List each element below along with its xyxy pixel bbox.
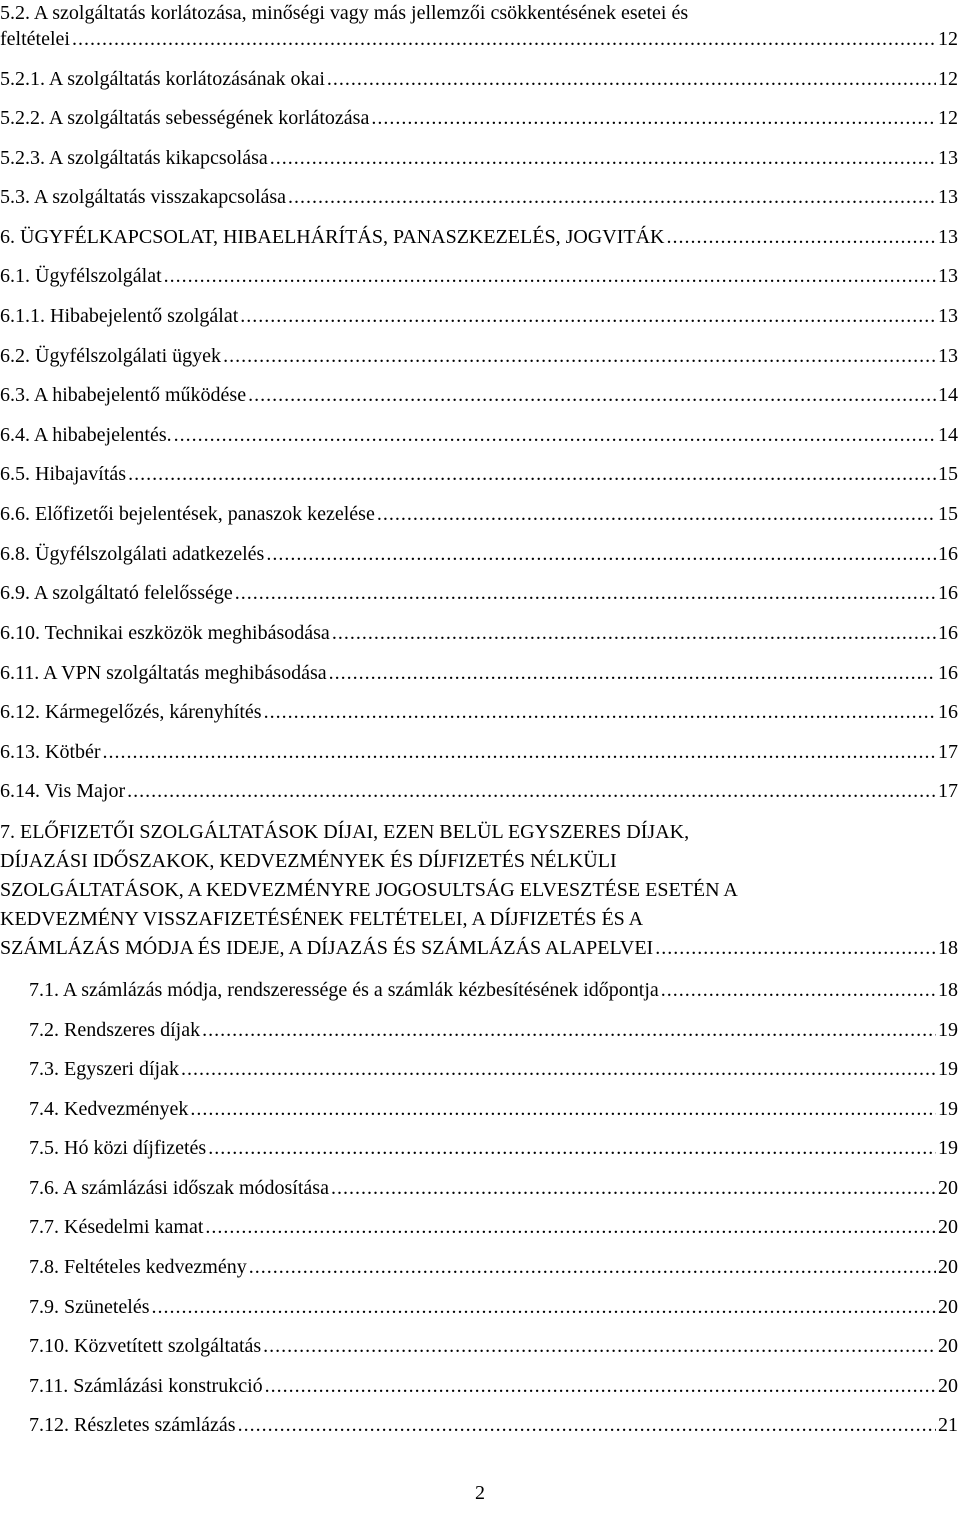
toc-page-number: 19 <box>938 1098 958 1120</box>
toc-entry-text: 7.9. Szünetelés <box>29 1296 150 1318</box>
toc-entry-text: 6.14. Vis Major <box>0 780 126 802</box>
toc-entry[interactable] <box>0 145 960 171</box>
toc-entry-text: 6.1.1. Hibabejelentő szolgálat <box>0 305 239 327</box>
dot-leader <box>264 699 936 725</box>
toc-entry-text: 6. ÜGYFÉLKAPCSOLAT, HIBAELHÁRÍTÁS, PANASZKEZELÉS, JOGVITÁK <box>0 226 665 248</box>
toc-entry[interactable] <box>0 1175 960 1201</box>
toc-entry-text: 5.2. A szolgáltatás korlátozása, minőségi vagy más jellemzői csökkentésének esetei és <box>0 2 689 24</box>
toc-entry[interactable] <box>0 1135 960 1161</box>
toc-page-number: 19 <box>938 1058 958 1080</box>
toc-entry-text: 7.5. Hó közi díjfizetés <box>29 1137 207 1159</box>
toc-page-number: 17 <box>938 741 958 763</box>
toc-entry-text: 6.12. Kármegelőzés, kárenyhítés <box>0 701 262 723</box>
toc-entry[interactable] <box>0 1056 960 1082</box>
toc-entry[interactable] <box>0 184 960 210</box>
toc-entry-text: 7.10. Közvetített szolgáltatás <box>29 1335 262 1357</box>
toc-entry[interactable] <box>0 303 960 329</box>
toc-page-number: 20 <box>938 1375 958 1397</box>
toc-page-number: 13 <box>938 186 958 208</box>
toc-entry-text: 7.3. Egyszeri díjak <box>29 1058 179 1080</box>
toc-entry-text: 6.3. A hibabejelentő működése <box>0 384 247 406</box>
toc-entry[interactable] <box>0 1333 960 1359</box>
toc-entry-text: SZÁMLÁZÁS MÓDJA ÉS IDEJE, A DÍJAZÁS ÉS SZÁMLÁZÁS ALAPELVEI <box>0 937 654 959</box>
toc-entry-text: 6.1. Ügyfélszolgálat <box>0 265 162 287</box>
toc-entry-text: 7.12. Részletes számlázás <box>29 1414 236 1436</box>
toc-page-number: 16 <box>938 622 958 644</box>
toc-entry[interactable] <box>0 541 960 567</box>
toc-page-number: 21 <box>938 1414 958 1436</box>
toc-page-number: 15 <box>938 463 958 485</box>
dot-leader <box>238 1412 936 1438</box>
toc-entry-text: KEDVEZMÉNY VISSZAFIZETÉSÉNEK FELTÉTELEI, A DÍJFIZETÉS ÉS A <box>0 908 644 930</box>
toc-page-number: 13 <box>938 305 958 327</box>
toc-entry-7[interactable] <box>0 818 960 963</box>
toc-entry-text: 5.2.3. A szolgáltatás kikapcsolása <box>0 147 268 169</box>
toc-entry[interactable] <box>0 660 960 686</box>
dot-leader <box>240 303 936 329</box>
dot-leader <box>332 620 936 646</box>
toc-page-number: 12 <box>938 28 958 50</box>
toc-entry-text: 5.2.2. A szolgáltatás sebességének korlátozása <box>0 107 370 129</box>
dot-leader <box>205 1214 936 1240</box>
dot-leader <box>263 1333 936 1359</box>
dot-leader <box>265 1373 936 1399</box>
toc-page-number: 15 <box>938 503 958 525</box>
dot-leader <box>103 739 936 765</box>
dot-leader <box>72 26 936 52</box>
dot-leader <box>127 778 936 804</box>
toc-entry[interactable] <box>0 501 960 527</box>
toc-entry-text: 7.7. Késedelmi kamat <box>29 1216 204 1238</box>
dot-leader <box>327 66 936 92</box>
toc-entry[interactable] <box>0 422 960 448</box>
toc-page-number: 16 <box>938 543 958 565</box>
toc-entry-5-2-1[interactable] <box>0 66 960 92</box>
toc-entry-text: DÍJAZÁSI IDŐSZAKOK, KEDVEZMÉNYEK ÉS DÍJFIZETÉS NÉLKÜLI <box>0 850 617 872</box>
toc-page-number: 20 <box>938 1177 958 1199</box>
toc-entry[interactable] <box>0 778 960 804</box>
toc-entry-text: 6.8. Ügyfélszolgálati adatkezelés <box>0 543 265 565</box>
toc-entry[interactable] <box>0 1294 960 1320</box>
toc-page-number: 18 <box>938 937 958 959</box>
toc-page-number: 17 <box>938 780 958 802</box>
toc-page-number: 20 <box>938 1335 958 1357</box>
toc-entry[interactable] <box>0 1373 960 1399</box>
toc-entry-5-2[interactable] <box>0 0 960 52</box>
toc-entry-text: 6.11. A VPN szolgáltatás meghibásodása <box>0 662 327 684</box>
toc-entry-text: 6.2. Ügyfélszolgálati ügyek <box>0 345 222 367</box>
dot-leader <box>331 1175 936 1201</box>
toc-entry-text: 6.13. Kötbér <box>0 741 101 763</box>
toc-entry-text: SZOLGÁLTATÁSOK, A KEDVEZMÉNYRE JOGOSULTSÁG ELVESZTÉSE ESETÉN A <box>0 879 738 901</box>
toc-page-number: 18 <box>938 979 958 1001</box>
dot-leader <box>661 977 936 1003</box>
toc-page-number: 16 <box>938 701 958 723</box>
toc-entry-text: feltételei <box>0 28 70 50</box>
toc-entry[interactable] <box>0 461 960 487</box>
toc-entry-text: 6.9. A szolgáltató felelőssége <box>0 582 233 604</box>
toc-page-number: 14 <box>938 384 958 406</box>
toc-entry[interactable] <box>0 105 960 131</box>
toc-page-number: 16 <box>938 582 958 604</box>
dot-leader <box>248 382 936 408</box>
toc-entry[interactable] <box>0 977 960 1003</box>
toc-entry[interactable] <box>0 699 960 725</box>
toc-entry[interactable] <box>0 1017 960 1043</box>
toc-entry-text: 6.6. Előfizetői bejelentések, panaszok kezelése <box>0 503 375 525</box>
toc-entry[interactable] <box>0 1096 960 1122</box>
dot-leader <box>174 422 936 448</box>
dot-leader <box>223 343 936 369</box>
dot-leader <box>208 1135 936 1161</box>
toc-entry[interactable] <box>0 739 960 765</box>
toc-entry[interactable] <box>0 620 960 646</box>
dot-leader <box>266 541 936 567</box>
toc-page-number: 19 <box>938 1137 958 1159</box>
toc-entry-text: 6.5. Hibajavítás <box>0 463 127 485</box>
page-number: 2 <box>475 1482 485 1504</box>
dot-leader <box>288 184 936 210</box>
dot-leader <box>235 580 936 606</box>
toc-entry-text: 7.4. Kedvezmények <box>29 1098 189 1120</box>
toc-entry-text: 7.1. A számlázás módja, rendszeressége és a számlák kézbesítésének időpontja <box>29 979 659 1001</box>
toc-entry[interactable] <box>0 1254 960 1280</box>
toc-page-number: 14 <box>938 424 958 446</box>
toc-entry-text: 5.2.1. A szolgáltatás korlátozásának okai <box>0 68 325 90</box>
dot-leader <box>249 1254 936 1280</box>
dot-leader <box>164 263 936 289</box>
toc-entry-text: 7.11. Számlázási konstrukció <box>29 1375 263 1397</box>
toc-page-number: 12 <box>938 107 958 129</box>
dot-leader <box>190 1096 936 1122</box>
toc-page-number: 16 <box>938 662 958 684</box>
toc-page-number: 20 <box>938 1296 958 1318</box>
dot-leader <box>371 105 936 131</box>
toc-entry-text: 7.6. A számlázási időszak módosítása <box>29 1177 329 1199</box>
toc-page-number: 13 <box>938 226 958 248</box>
toc-entry[interactable] <box>0 263 960 289</box>
toc-entry[interactable] <box>0 382 960 408</box>
dot-leader <box>270 145 936 171</box>
dot-leader <box>202 1017 936 1043</box>
toc-entry[interactable] <box>0 343 960 369</box>
toc-entry-text: 6.4. A hibabejelentés. <box>0 424 172 446</box>
toc-entry-text: 7. ELŐFIZETŐI SZOLGÁLTATÁSOK DÍJAI, EZEN BELÜL EGYSZERES DÍJAK, <box>0 821 690 843</box>
dot-leader <box>377 501 936 527</box>
toc-page-number: 13 <box>938 265 958 287</box>
toc-page-number: 20 <box>938 1216 958 1238</box>
dot-leader <box>329 660 936 686</box>
dot-leader <box>655 934 936 963</box>
toc-entry[interactable] <box>0 1214 960 1240</box>
dot-leader <box>128 461 936 487</box>
toc-entry-text: 5.3. A szolgáltatás visszakapcsolása <box>0 186 287 208</box>
dot-leader <box>666 224 936 250</box>
toc-page-number: 19 <box>938 1019 958 1041</box>
toc-page-number: 20 <box>938 1256 958 1278</box>
toc-entry-text: 6.10. Technikai eszközök meghibásodása <box>0 622 330 644</box>
toc-entry[interactable] <box>0 224 960 250</box>
toc-entry-text: 7.2. Rendszeres díjak <box>29 1019 201 1041</box>
toc-entry[interactable] <box>0 580 960 606</box>
toc-page-number: 13 <box>938 345 958 367</box>
dot-leader <box>152 1294 936 1320</box>
toc-entry-text: 7.8. Feltételes kedvezmény <box>29 1256 247 1278</box>
dot-leader <box>181 1056 936 1082</box>
toc-page-number: 12 <box>938 68 958 90</box>
toc-entry[interactable] <box>0 1412 960 1438</box>
toc-page-number: 13 <box>938 147 958 169</box>
